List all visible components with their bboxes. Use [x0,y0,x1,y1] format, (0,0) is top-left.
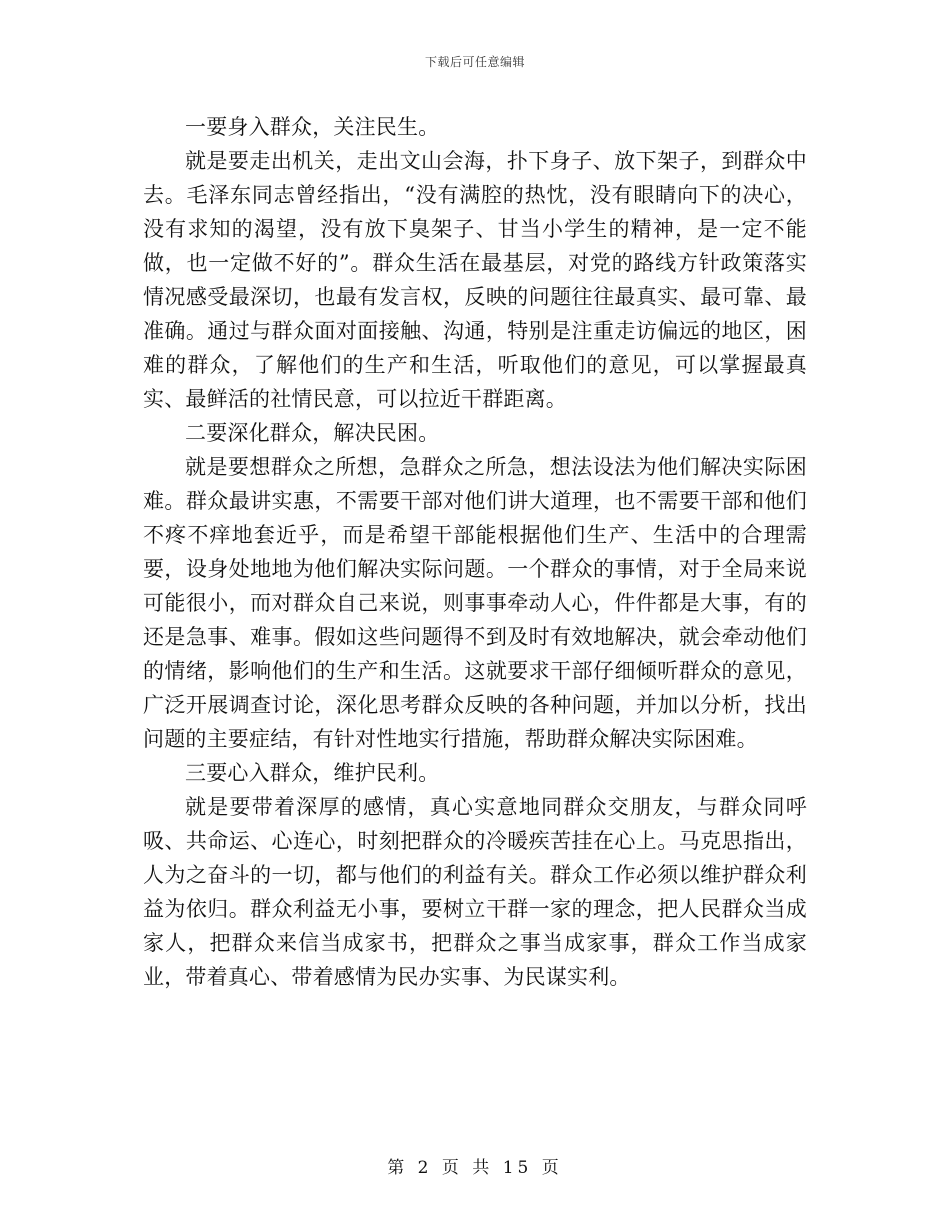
page-number-footer: 第 2 页 共 15 页 [387,1158,563,1178]
section-heading-1: 一要身入群众，关注民生。 [185,115,440,139]
body-paragraph-1: 就是要走出机关，走出文山会海，扑下身子、放下架子，到群众中去。毛泽东同志曾经指出，“没有满腔的热忱，没有眼睛向下的决心，没有求知的渴望，没有放下臭架子、甘当小学生的精神，是一定不能做，也一定做不好的”。群众生活在最基层，对党的路线方针政策落实情况感受最深切，也最有发言权，反映的问题往往最真实、最可靠、最准确。通过与群众面对面接触、沟通，特别是注重走访偏远的地区，困难的群众，了解他们的生产和生活，听取他们的意见，可以掌握最真实、最鲜活的社情民意，可以拉近干群距离。 [143,149,807,411]
page-header: 下载后可任意编辑 [424,55,525,69]
body-paragraph-2: 就是要想群众之所想，急群众之所急，想法设法为他们解决实际困难。群众最讲实惠，不需要干部对他们讲大道理，也不需要干部和他们不疼不痒地套近乎，而是希望干部能根据他们生产、生活中的合理需要，设身处地地为他们解决实际问题。一个群众的事情，对于全局来说可能很小，而对群众自己来说，则事事牵动人心，件件都是大事，有的还是急事、难事。假如这些问题得不到及时有效地解决，就会牵动他们的情绪，影响他们的生产和生活。这就要求干部仔细倾听群众的意见，广泛开展调查讨论，深化思考群众反映的各种问题，并加以分析，找出问题的主要症结，有针对性地实行措施，帮助群众解决实际困难。 [143,455,807,751]
document-body [143,110,807,994]
section-heading-3: 三要心入群众，维护民利。 [185,761,440,785]
section-heading-2: 二要深化群众，解决民困。 [185,421,440,445]
body-paragraph-3: 就是要带着深厚的感情，真心实意地同群众交朋友，与群众同呼吸、共命运、心连心，时刻把群众的冷暖疾苦挂在心上。马克思指出，人为之奋斗的一切，都与他们的利益有关。群众工作必须以维护群众利益为依归。群众利益无小事，要树立干群一家的理念，把人民群众当成家人，把群众来信当成家书，把群众之事当成家事，群众工作当成家业，带着真心、带着感情为民办实事、为民谋实利。 [143,795,807,989]
